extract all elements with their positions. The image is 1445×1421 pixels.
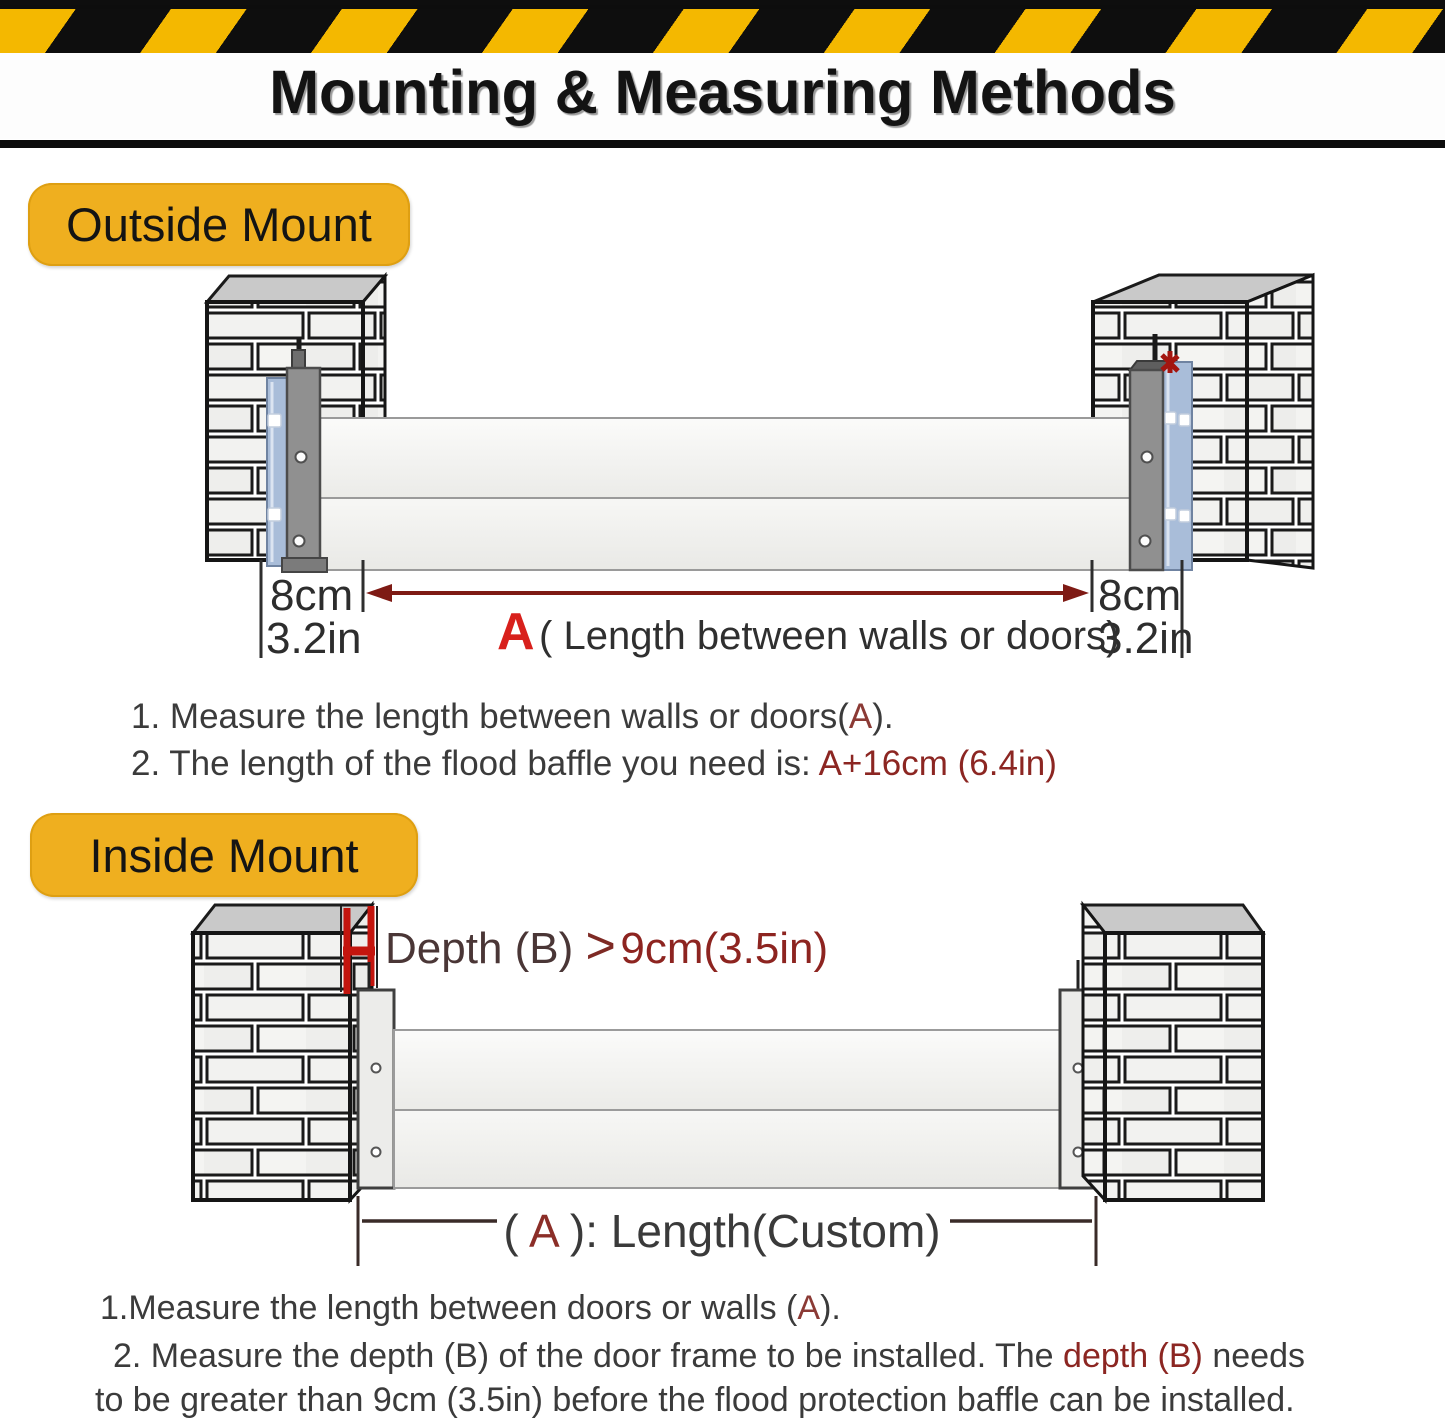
- outside-step-2: [131, 744, 1057, 784]
- inside-step-2-highlight: depth (B): [1063, 1337, 1203, 1375]
- length-open-paren: (: [503, 1205, 519, 1257]
- inside-step-1-text: 1.Measure the length between doors or walls (: [100, 1289, 798, 1327]
- inside-mount-label-text: Inside Mount: [89, 828, 359, 882]
- depth-label-value: 9cm(3.5in): [620, 924, 829, 973]
- flood-barrier-panel: [320, 418, 1130, 570]
- outside-mount-label: [28, 183, 410, 266]
- page-title: Mounting & Measuring Methods: [269, 58, 1176, 126]
- hazard-top-strip: [0, 0, 1445, 9]
- hazard-stripe-banner: [0, 9, 1445, 53]
- left-offset-cm: 8cm: [270, 571, 354, 620]
- screw-icon: [296, 452, 307, 463]
- right-offset-in: 3.2in: [1098, 614, 1194, 663]
- depth-label-prefix: Depth (B): [385, 924, 586, 973]
- length-label-rest: ): Length(Custom): [569, 1205, 941, 1257]
- inside-right-pillar: [1083, 905, 1263, 1200]
- inside-step-1-end: ).: [820, 1289, 841, 1327]
- inside-step-2-line1: [113, 1337, 1305, 1376]
- screw-icon: [1140, 536, 1151, 547]
- right-offset-cm: 8cm: [1098, 571, 1182, 620]
- outside-mount-label-text: Outside Mount: [66, 198, 372, 251]
- span-a-letter: A: [497, 603, 535, 661]
- length-custom-label: [503, 1205, 940, 1257]
- outside-step-1: [131, 697, 894, 737]
- inside-step-1: [100, 1289, 841, 1328]
- inside-step-2-line2: [95, 1381, 1295, 1420]
- depth-label: [385, 917, 828, 975]
- outside-step-1-end: ).: [872, 697, 894, 736]
- screw-icon: [1074, 1148, 1083, 1157]
- outside-right-channel: [1130, 334, 1192, 570]
- outside-step-1-a: A: [848, 697, 873, 736]
- outside-step-2-formula: A+16cm (6.4in): [818, 744, 1057, 783]
- flood-barrier-panel-inside: [394, 1030, 1062, 1188]
- greater-than-icon: >: [585, 917, 616, 975]
- screw-icon: [372, 1064, 381, 1073]
- outside-dimension: [261, 560, 1193, 663]
- inside-mount-diagram: [0, 898, 1445, 1276]
- inside-step-2-text: 2. Measure the depth (B) of the door frame to be installed. The: [113, 1337, 1064, 1375]
- span-a-description: ( Length between walls or doors): [539, 614, 1120, 658]
- inside-dimension: [358, 1196, 1096, 1266]
- arrowhead-left-icon: [366, 584, 392, 602]
- inside-step-2-end: needs: [1202, 1337, 1305, 1375]
- outside-mount-diagram: [0, 268, 1445, 668]
- inside-left-plate: [358, 962, 394, 1188]
- span-a-label: [497, 603, 1119, 661]
- header-divider: [0, 140, 1445, 148]
- screw-icon: [294, 536, 305, 547]
- outside-step-1-text: 1. Measure the length between walls or doors(: [131, 697, 849, 736]
- length-a-letter: A: [528, 1205, 558, 1257]
- outside-step-2-text: 2. The length of the flood baffle you need is:: [131, 744, 819, 783]
- screw-icon: [1142, 452, 1153, 463]
- arrowhead-right-icon: [1063, 584, 1089, 602]
- inside-mount-label: [30, 813, 418, 897]
- left-offset-in: 3.2in: [266, 614, 362, 663]
- screw-icon: [1074, 1064, 1083, 1073]
- inside-step-1-a: A: [797, 1289, 821, 1327]
- inside-step-2-cont: to be greater than 9cm (3.5in) before the flood protection baffle can be installed.: [95, 1381, 1295, 1419]
- screw-icon: [372, 1148, 381, 1157]
